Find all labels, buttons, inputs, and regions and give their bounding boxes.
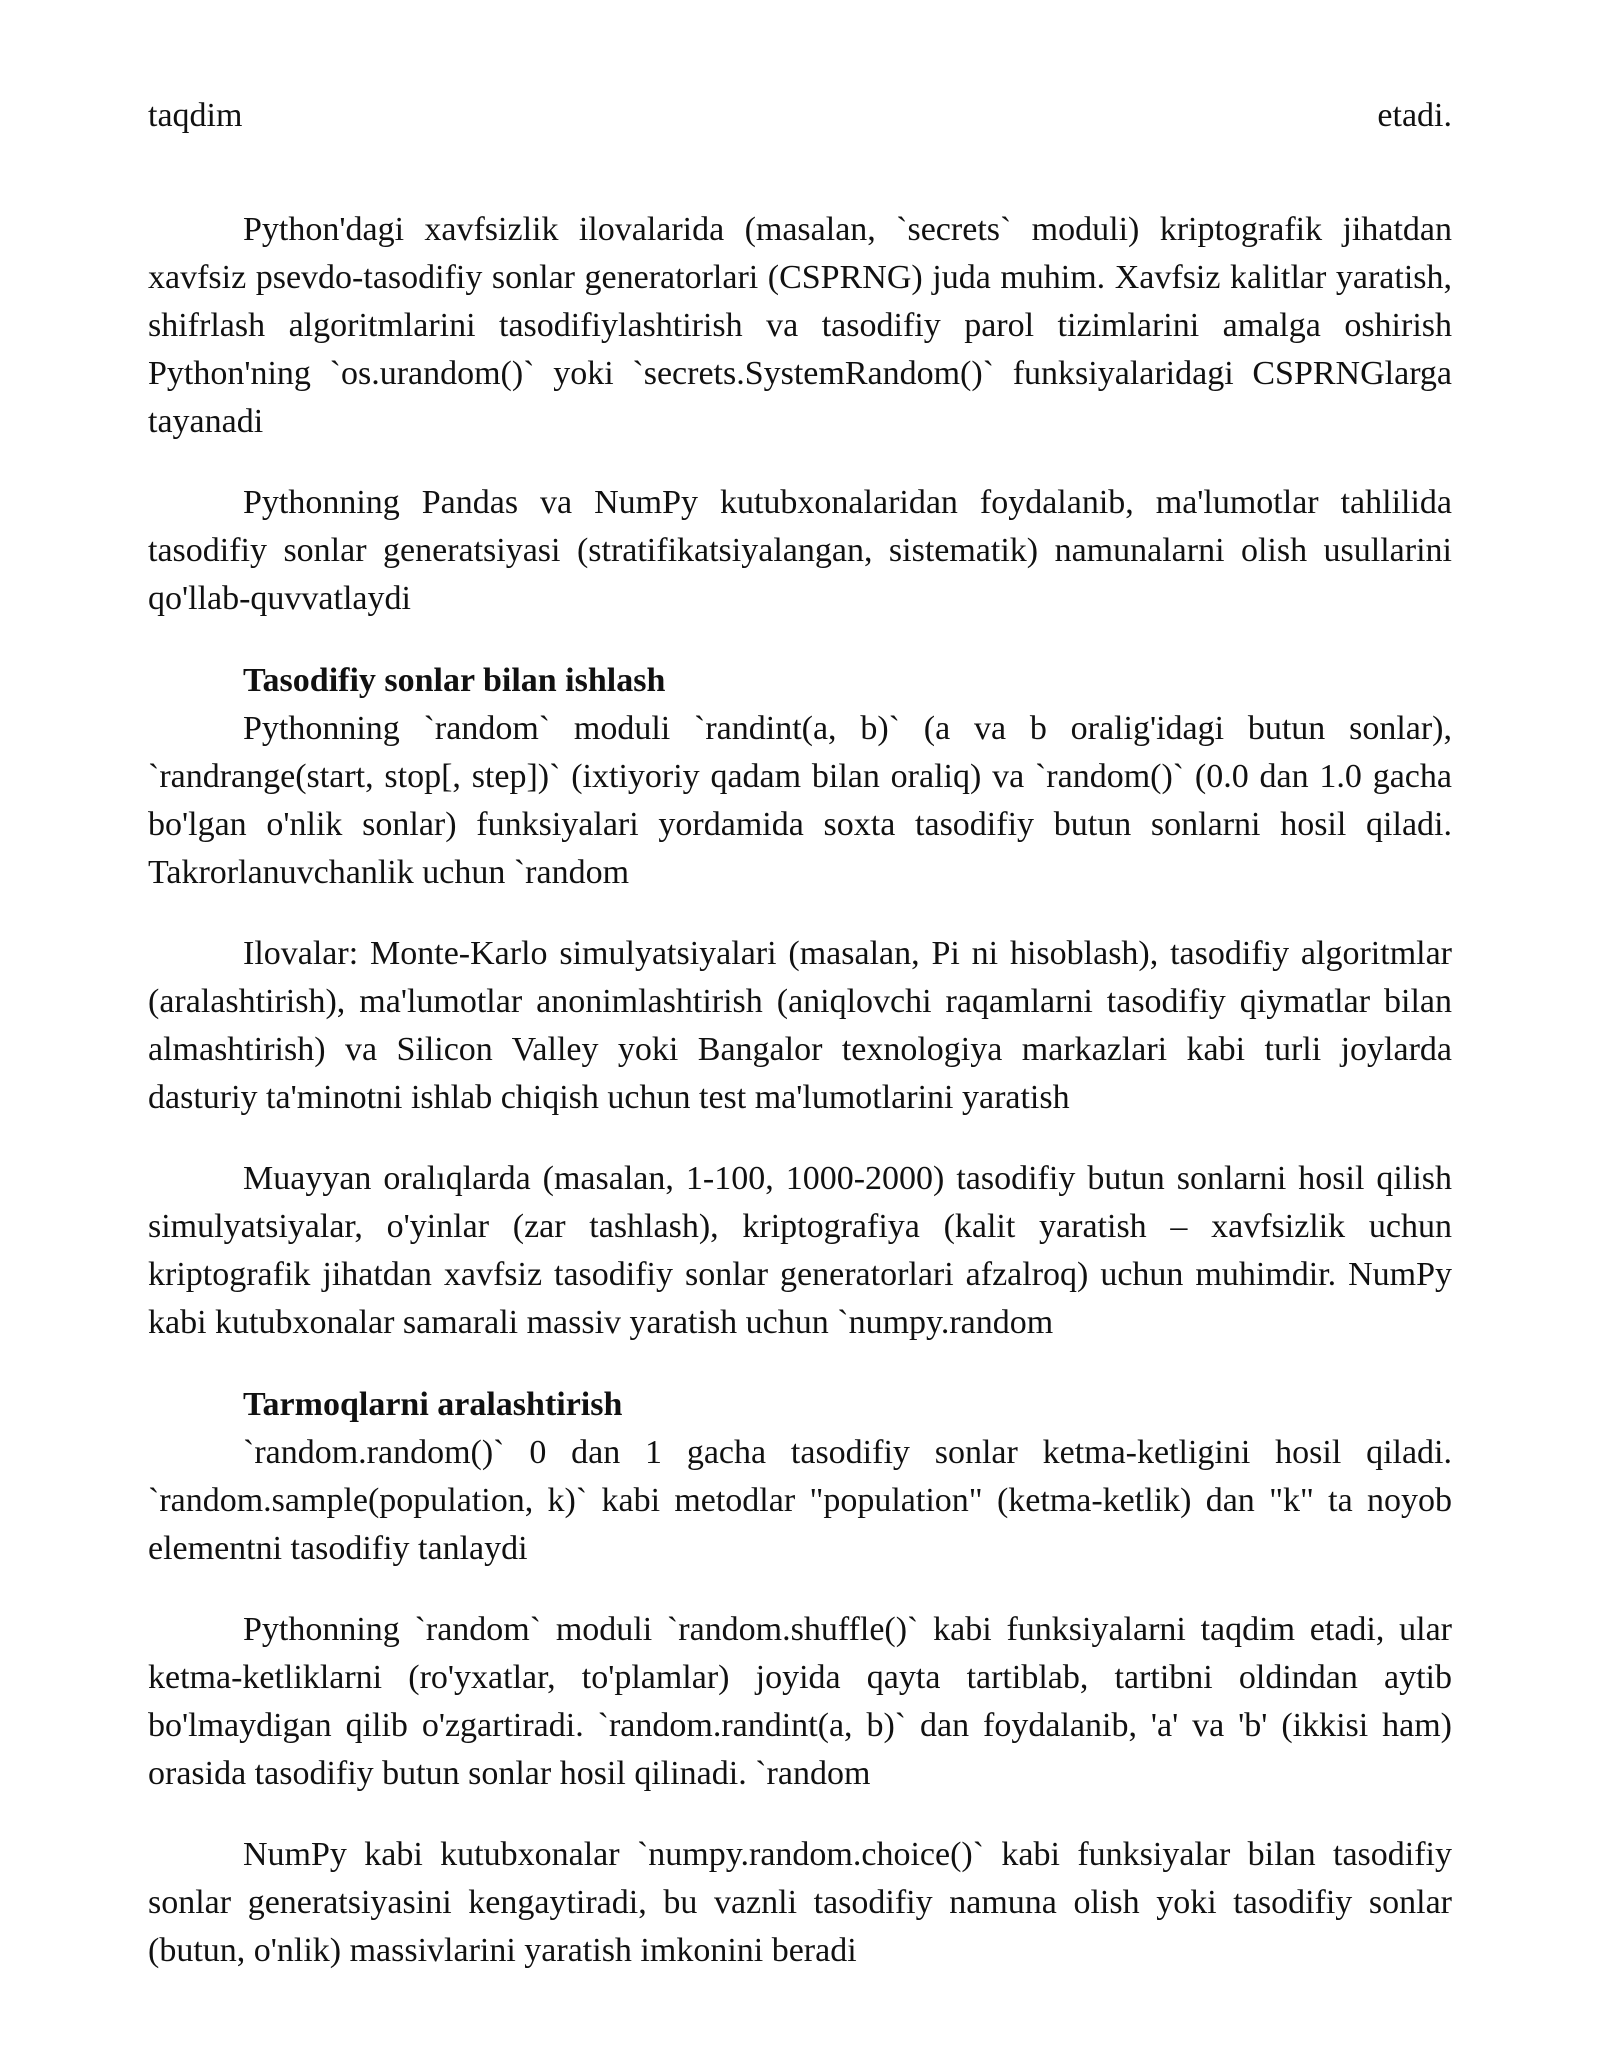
paragraph: Pythonning Pandas va NumPy kutubxonalaridan foydalanib, ma'lumotlar tahlilida tasodifiy sonlar generatsiyasi (stratifikatsiyalangan, sistematik) namunalarni olish usullarini qo'llab-quvvatlaydi bbox=[148, 484, 1452, 617]
continued-line-right: etadi. bbox=[1377, 97, 1452, 134]
section-heading: Tasodifiy sonlar bilan ishlash bbox=[243, 662, 666, 699]
paragraph: Ilovalar: Monte-Karlo simulyatsiyalari (masalan, Pi ni hisoblash), tasodifiy algoritmlar (aralashtirish), ma'lumotlar anonimlashtirish (aniqlovchi raqamlarni tasodifiy qiymatlar bilan almashtirish) va Silicon Valley yoki Bangalor texnologiya markazlari kabi turli joylarda dasturiy ta'minotni ishlab chiqish uchun test ma'lumotlarini yaratish bbox=[148, 935, 1452, 1116]
paragraph: Python'dagi xavfsizlik ilovalarida (masalan, `secrets` moduli) kriptografik jihatdan xavfsiz psevdo-tasodifiy sonlar generatorlari (CSPRNG) juda muhim. Xavfsiz kalitlar yaratish, shifrlash algoritmlarini tasodifiylashtirish va tasodifiy parol tizimlarini amalga oshirish Python'ning `os.urandom()` yoki `secrets.SystemRandom()` funksiyalaridagi CSPRNGlarga tayanadi bbox=[148, 211, 1452, 440]
paragraph: Pythonning `random` moduli `randint(a, b)` (a va b oralig'idagi butun sonlar), `randrange(start, stop[, step])` (ixtiyoriy qadam bilan oraliq) va `random()` (0.0 dan 1.0 gacha bo'lgan o'nlik sonlar) funksiyalari yordamida soxta tasodifiy butun sonlarni hosil qiladi. Takrorlanuvchanlik uchun `random bbox=[148, 710, 1452, 891]
paragraph: `random.random()` 0 dan 1 gacha tasodifiy sonlar ketma-ketligini hosil qiladi. `random.sample(population, k)` kabi metodlar "population" (ketma-ketlik) dan "k" ta noyob elementni tasodifiy tanlaydi bbox=[148, 1434, 1452, 1567]
paragraph: Muayyan oralıqlarda (masalan, 1-100, 1000-2000) tasodifiy butun sonlarni hosil qilish simulyatsiyalar, o'yinlar (zar tashlash), kriptografiya (kalit yaratish – xavfsizlik uchun kriptografik jihatdan xavfsiz tasodifiy sonlar generatorlari afzalroq) uchun muhimdir. NumPy kabi kutubxonalar samarali massiv yaratish uchun `numpy.random bbox=[148, 1160, 1452, 1341]
continued-line-left: taqdim bbox=[148, 97, 243, 134]
paragraph: Pythonning `random` moduli `random.shuffle()` kabi funksiyalarni taqdim etadi, ular ketma-ketliklarni (ro'yxatlar, to'plamlar) joyida qayta tartiblab, tartibni oldindan aytib bo'lmaydigan qilib o'zgartiradi. `random.randint(a, b)` dan foydalanib, 'a' va 'b' (ikkisi ham) orasida tasodifiy butun sonlar hosil qilinadi. `random bbox=[148, 1611, 1452, 1792]
section-heading: Tarmoqlarni aralashtirish bbox=[243, 1386, 623, 1423]
continued-line bbox=[148, 92, 1452, 140]
document-body bbox=[148, 92, 1452, 1975]
paragraph: NumPy kabi kutubxonalar `numpy.random.choice()` kabi funksiyalar bilan tasodifiy sonlar generatsiyasini kengaytiradi, bu vaznli tasodifiy namuna olish yoki tasodifiy sonlar (butun, o'nlik) massivlarini yaratish imkonini beradi bbox=[148, 1836, 1452, 1969]
